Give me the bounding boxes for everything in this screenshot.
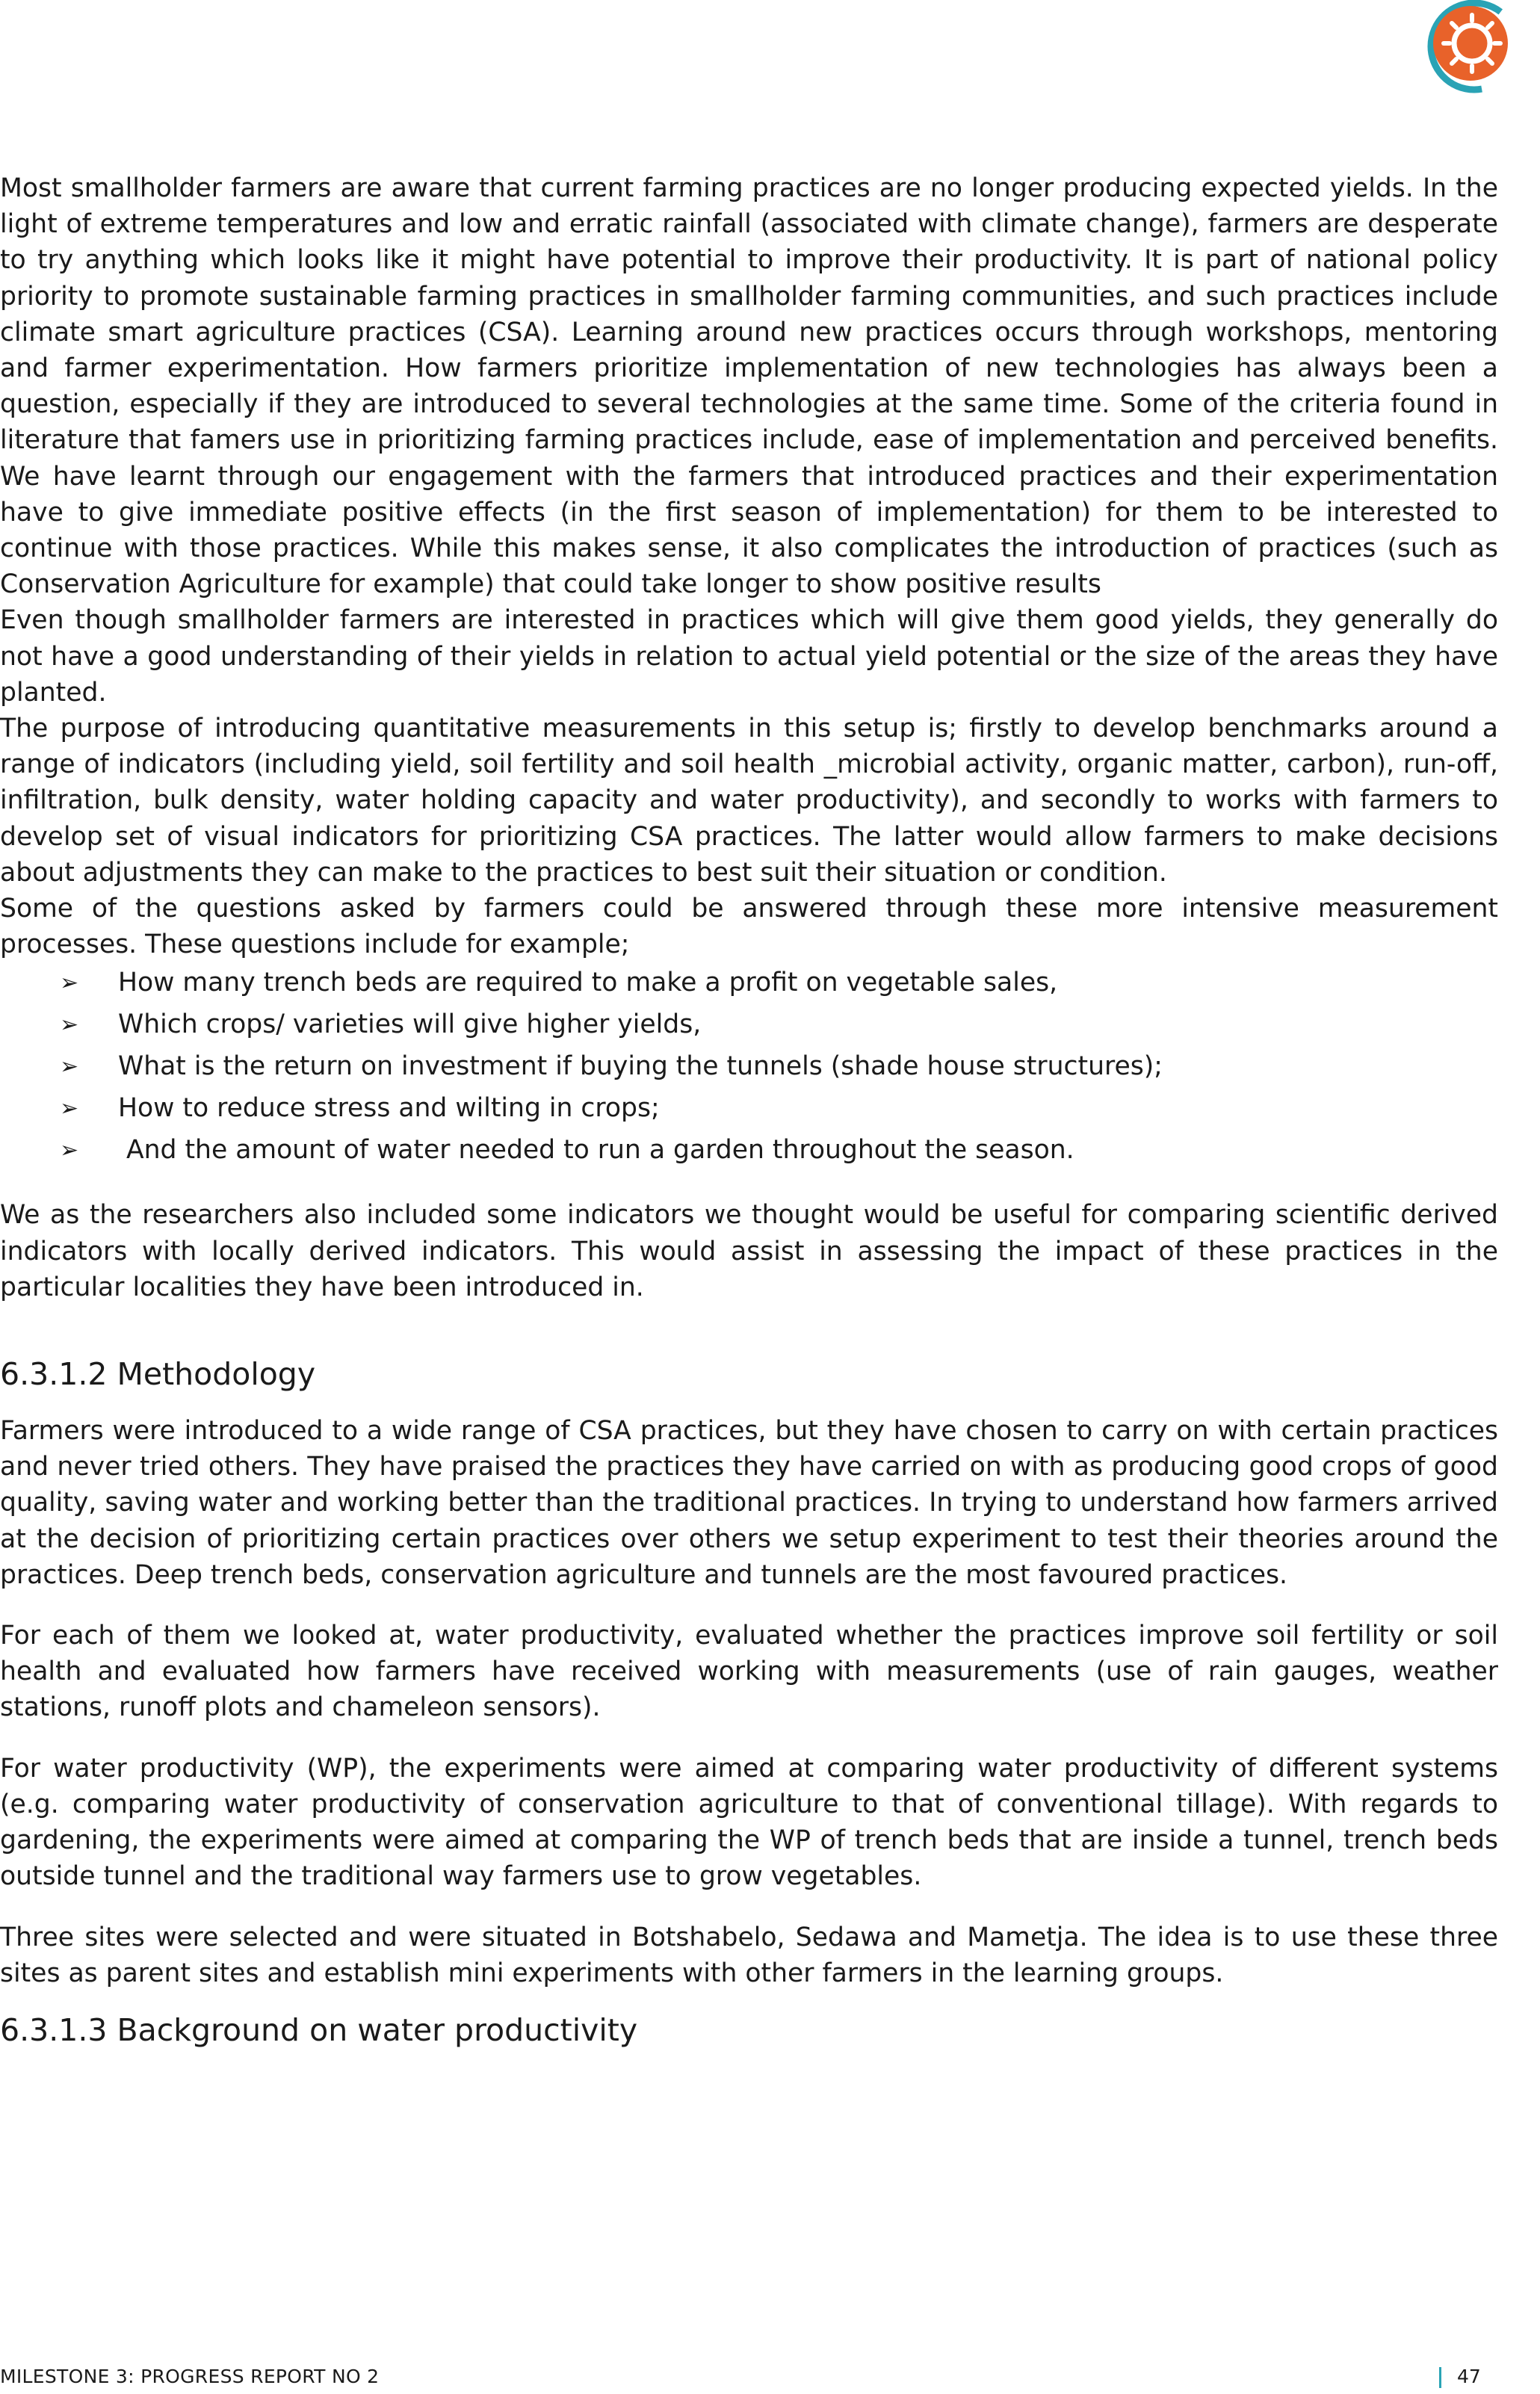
researchers-paragraph: We as the researchers also included some indicators we thought would be useful for comparing scientific derived indicators with locally derived indicators. This would assist in assessing the impact of these practices in the particular localities they have been introduced in. <box>0 1200 1498 1302</box>
intro-paragraph-2: Even though smallholder farmers are interested in practices which will give them good yields, they generally do not have a good understanding of their yields in relation to actual yield potential or the size of the areas they have planted. <box>0 605 1498 708</box>
methodology-paragraph-1: Farmers were introduced to a wide range of CSA practices, but they have chosen to carry on with certain practices and never tried others. They have praised the practices they have carried on with as producing good crops of good quality, saving water and working better than the traditional practices. In trying to understand how farmers arrived at the decision of prioritizing certain practices over others we setup experiment to test their theories around the practices. Deep trench beds, conservation agriculture and tunnels are the most favoured practices. <box>0 1416 1498 1590</box>
methodology-paragraph-4: Three sites were selected and were situated in Botshabelo, Sedawa and Mametja. The idea is to use these three sites as parent sites and establish mini experiments with other farmers in the learning groups. <box>0 1922 1498 1988</box>
arrow-bullet-icon: ➢ <box>60 1054 79 1080</box>
intro-paragraph-3: The purpose of introducing quantitative measurements in this setup is; firstly to develop benchmarks around a range of indicators (including yield, soil fertility and soil health _microbial activity, organic matter, carbon), run-off, infiltration, bulk density, water holding capacity and water productivity), and secondly to works with farmers to develop set of visual indicators for prioritizing CSA practices. The latter would allow farmers to make decisions about adjustments they can make to the practices to best suit their situation or condition. <box>0 714 1498 888</box>
page-number: 47 <box>1457 2366 1481 2387</box>
water-productivity-heading: 6.3.1.3 Background on water productivity <box>0 2011 638 2048</box>
list-item: ➢ How many trench beds are required to make a profit on vegetable sales, <box>0 962 1498 1004</box>
methodology-paragraph-2: For each of them we looked at, water productivity, evaluated whether the practices improve soil fertility or soil health and evaluated how farmers have received working with measurements (use of rain gauges, weather stations, runoff plots and chameleon sensors). <box>0 1621 1498 1723</box>
arrow-bullet-icon: ➢ <box>60 1012 79 1039</box>
footer-report-title: MILESTONE 3: PROGRESS REPORT NO 2 <box>0 2366 380 2387</box>
footer-divider <box>1439 2367 1441 2388</box>
arrow-bullet-icon: ➢ <box>60 1136 79 1163</box>
intro-paragraph-4: Some of the questions asked by farmers could be answered through these more intensive measurement processes. These questions include for example; <box>0 894 1498 960</box>
farmer-questions-list <box>0 962 1498 1171</box>
list-item: ➢ And the amount of water needed to run a garden throughout the season. <box>0 1130 1498 1172</box>
intro-paragraph-1: Most smallholder farmers are aware that current farming practices are no longer producing expected yields. In the light of extreme temperatures and low and erratic rainfall (associated with climate change), farmers are desperate to try anything which looks like it might have potential to improve their productivity. It is part of national policy priority to promote sustainable farming practices in smallholder farming communities, and such practices include climate smart agriculture practices (CSA). Learning around new practices occurs through workshops, mentoring and farmer experimentation. How farmers prioritize implementation of new technologies has always been a question, especially if they are introduced to several technologies at the same time. Some of the criteria found in literature that famers use in prioritizing farming practices include, ease of implementation and perceived benefits. We have learnt through our engagement with the farmers that introduced practices and their experimentation have to give immediate positive effects (in the first season of implementation) for them to be interested to continue with those practices. While this makes sense, it also complicates the introduction of practices (such as Conservation Agriculture for example) that could take longer to show positive results <box>0 173 1498 600</box>
methodology-paragraph-3: For water productivity (WP), the experiments were aimed at comparing water productivity of different systems (e.g. comparing water productivity of conservation agriculture to that of conventional tillage). With regards to gardening, the experiments were aimed at comparing the WP of trench beds that are inside a tunnel, trench beds outside tunnel and the traditional way farmers use to grow vegetables. <box>0 1753 1498 1892</box>
arrow-bullet-icon: ➢ <box>60 970 79 997</box>
document-body <box>0 170 1498 2053</box>
list-item: ➢ How to reduce stress and wilting in crops; <box>0 1088 1498 1130</box>
sun-logo-icon <box>1418 0 1530 112</box>
methodology-heading: 6.3.1.2 Methodology <box>0 1356 316 1393</box>
arrow-bullet-icon: ➢ <box>60 1095 79 1122</box>
list-item: ➢ What is the return on investment if buying the tunnels (shade house structures); <box>0 1046 1498 1088</box>
list-item: ➢ Which crops/ varieties will give higher yields, <box>0 1004 1498 1046</box>
